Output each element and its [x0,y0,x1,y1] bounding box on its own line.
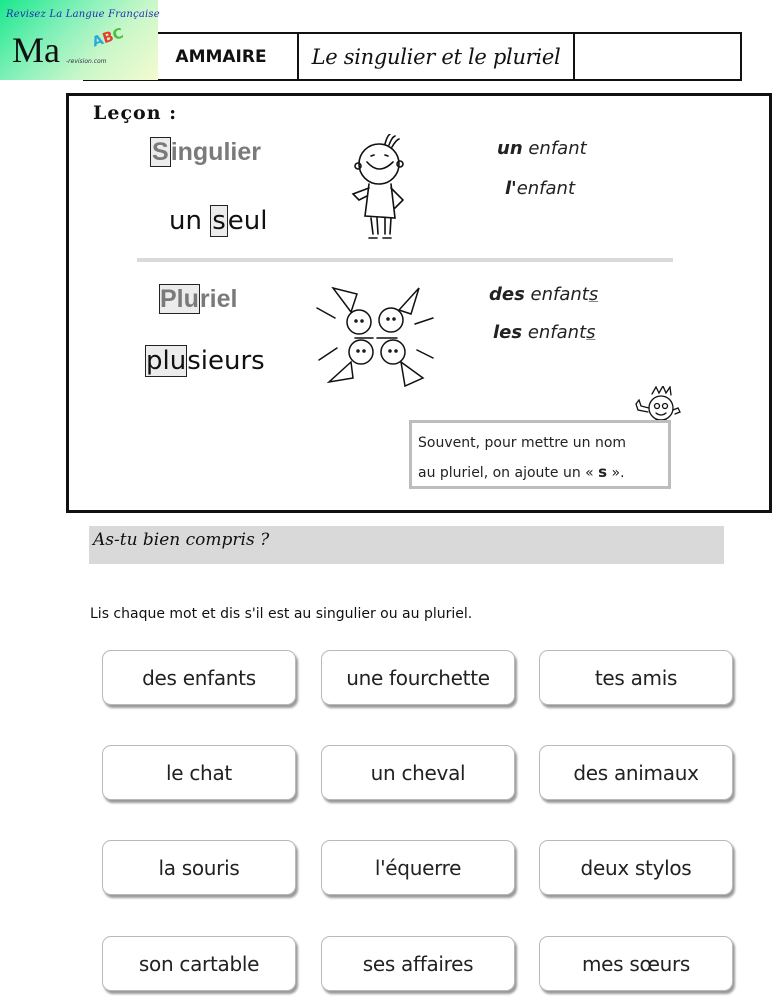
subject-label: AMMAIRE [85,34,299,79]
word-card[interactable]: la souris [102,840,296,895]
plural-example-1: des enfants [489,284,599,305]
word-card[interactable]: l'équerre [321,840,515,895]
word-card[interactable]: tes amis [539,650,733,705]
tip-line-1: Souvent, pour mettre un nom [418,435,627,451]
word-card[interactable]: ses affaires [321,936,515,991]
word-card[interactable]: un cheval [321,745,515,800]
plural-example-2: les enfants [493,322,596,343]
smiling-child-icon [345,134,415,248]
tip-line-2: au pluriel, on ajoute un « s ». [418,463,625,481]
singular-example-2: l'enfant [505,178,576,199]
page-title: Le singulier et le pluriel [299,34,575,79]
word-card[interactable]: le chat [102,745,296,800]
exercise-instruction: Lis chaque mot et dis s'il est au singulier ou au pluriel. [90,606,473,622]
plural-heading: Pluriel [160,285,238,313]
singular-example-1: un enfant [497,138,587,159]
word-card[interactable]: des enfants [102,650,296,705]
singular-phrase: un seul [169,206,268,236]
singular-heading: Singulier [152,138,261,166]
lesson-title: Leçon : [93,102,178,124]
word-card[interactable]: des animaux [539,745,733,800]
word-card[interactable]: son cartable [102,936,296,991]
abc-icon: ABC [90,25,126,51]
group-of-children-icon [315,278,435,398]
section-divider [137,258,673,262]
word-card[interactable]: une fourchette [321,650,515,705]
logo-tagline: Revisez La Langue Française [6,9,160,20]
word-card[interactable]: mes sœurs [539,936,733,991]
header-blank-cell [575,34,740,79]
site-logo [0,0,158,80]
word-card[interactable]: deux stylos [539,840,733,895]
plural-phrase: plusieurs [146,346,265,376]
lesson-box [66,93,772,513]
tip-box [409,420,671,489]
logo-mark: Ma [12,30,60,70]
worksheet-header [83,32,742,81]
exercise-heading: As-tu bien compris ? [89,526,724,564]
logo-domain: -revision.com [66,58,107,65]
